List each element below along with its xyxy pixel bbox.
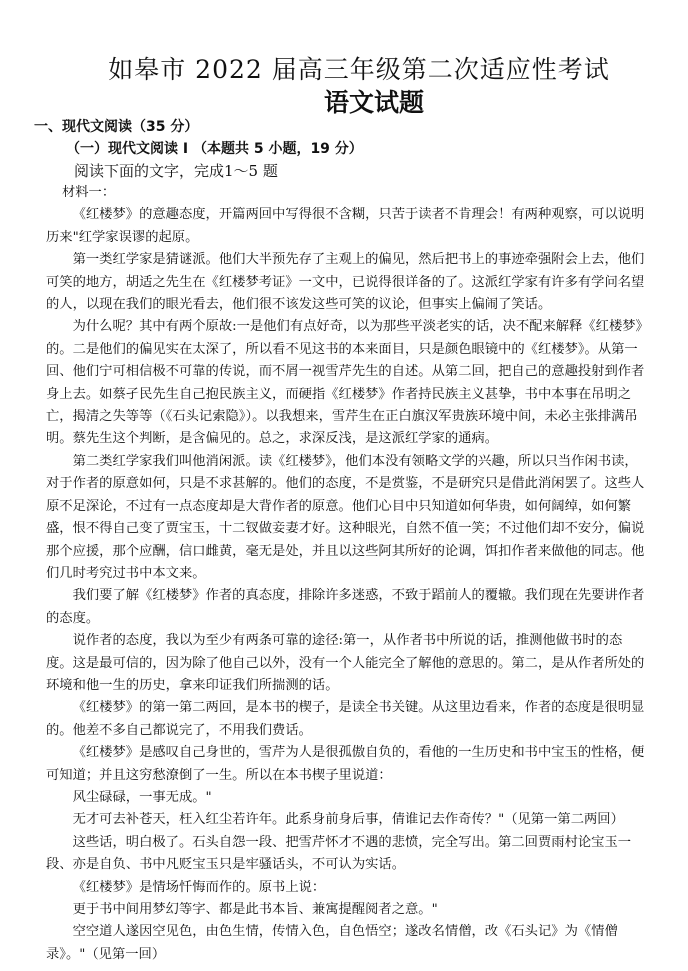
paragraph: 第一类红学家是猜谜派。他们大半预先存了主观上的偏见，然后把书上的事迹牵强附会上去，他们可笑的地方，胡适之先生在《红楼梦考证》一文中，已说得很详备的了。这派红学家有许多有学问名望的人，以现在我们的眼光看去，他们很不该发这些可笑的议论，但事实上偏闹了笑话。 xyxy=(46,252,645,313)
reading-passage xyxy=(46,182,646,966)
paragraph: 这些话，明白极了。石头自怨一段、把雪芹怀才不遇的悲愤，完全写出。第二回贾雨村论宝玉一段、亦是自负、书中凡贬宝玉只是牢骚话头，不可认为实话。 xyxy=(46,834,632,873)
exam-subtitle: 语文试题 xyxy=(323,88,424,117)
paragraph: 《红楼梦》的意趣态度，开篇两回中写得很不含糊，只苦于读者不肯理会！有两种观察，可以说明历来"红学家误谬的起原。 xyxy=(46,207,645,245)
paragraph: 第二类红学家我们叫他消闲派。读《红楼梦》，他们本没有领略文学的兴趣，所以只当作闲书读，对于作者的原意如何，只是不求甚解的。他们的态度，不是赏鉴，不是研究只是借此消闲罢了。这些人原不足深论，不过有一点态度却是大背作者的原意。他们心目中只知道如何华贵，如何阔绰，如何繁盛，恨不得自己变了贾宝玉，十二钗做妾妻才好。这种眼光，自然不值一笑；不过他们却不安分，偏说那个应援，那个应酬，信口雌黄，毫无是处，并且以这些阿其所好的论调，饵扣作者来做他的同志。他们几时考究过书中本文来。 xyxy=(46,453,645,581)
paragraph: 《红楼梦》是感叹自己身世的，雪芹为人是很孤傲自负的，看他的一生历史和书中宝玉的性格，便可知道；并且这穷愁潦倒了一生。所以在本书楔子里说道： xyxy=(46,745,645,783)
paragraph: 为什么呢？其中有两个原故:一是他们有点好奇，以为那些平淡老实的话，决不配来解释《红楼梦》的。二是他们的偏见实在太深了，所以看不见这书的本来面目，只是颜色眼镜中的《红楼梦》。从第一回、他们宁可相信极不可靠的传说，而不屑一视雪芹先生的自述。从第二回，把自己的意趣投射到作者身上去。如蔡孑民先生自己抱民族主义，而硬指《红楼梦》作者持民族主义甚挚，书中本事在吊明之亡，揭清之失等等（《石头记索隐》）。以我想来，雪芹生在正白旗汉军贵族环境中间，未必主张排满吊明。蔡先生这个判断，是含偏见的。总之，求深反浅，是这派红学家的通病。 xyxy=(46,319,645,447)
quote-line: 更于书中间用梦幻等字、都是此书本旨、兼寓提醒阅者之意。" xyxy=(72,902,438,917)
reading-instruction: 阅读下面的文字，完成1～5 题 xyxy=(74,162,278,180)
subsection-heading: （一）现代文阅读 I （本题共 5 小题，19 分） xyxy=(66,141,363,157)
exam-title: 如皋市 2022 届高三年级第二次适应性考试 xyxy=(108,55,610,84)
section-heading: 一、现代文阅读（35 分） xyxy=(34,119,199,135)
paragraph: 我们要了解《红楼梦》作者的真态度，排除许多迷惑，不致于蹈前人的覆辙。我们现在先要讲作者的态度。 xyxy=(46,588,645,626)
quote-line: 无才可去补苍天，枉入红尘若许年。此系身前身后事，倩谁记去作奇传？"（见第一第二两回） xyxy=(72,812,624,828)
paragraph: 《红楼梦》是情场忏悔而作的。原书上说： xyxy=(72,879,326,895)
quote-line: 风尘碌碌，一事无成。" xyxy=(72,789,212,805)
paragraph: 《红楼梦》的第一第二两回，是本书的楔子，是读全书关键。从这里边看来，作者的态度是很明显的。他差不多自己都说完了，不用我们费话。 xyxy=(46,700,645,738)
paragraph: 说作者的态度，我以为至少有两条可靠的途径:第一，从作者书中所说的话，推测他做书时的态度。这是最可信的，因为除了他自己以外，没有一个人能完全了解他的意思的。第二，是从作者所处的环境和他一生的历史，拿来印证我们所揣测的话。 xyxy=(46,633,645,693)
material-label: 材料一： xyxy=(61,185,116,200)
quote-line: 空空道人遂因空见色，由色生情，传情入色，自色悟空；遂改名情僧，改《石头记》为《情僧录》。"（见第一回） xyxy=(46,924,618,962)
